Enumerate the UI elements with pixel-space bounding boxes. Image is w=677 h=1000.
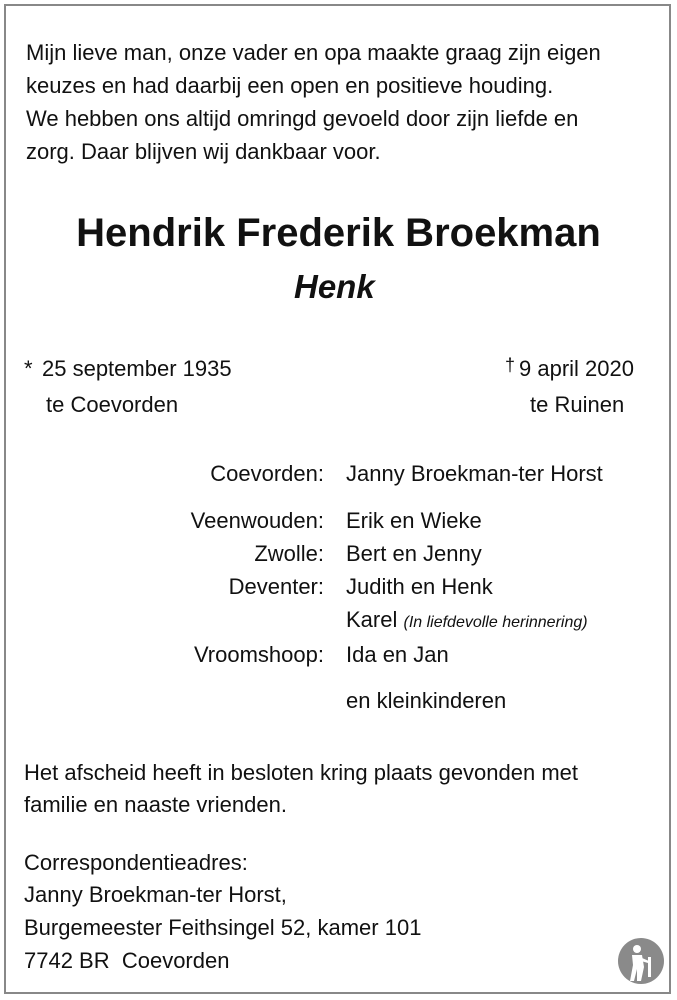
- deceased-name: Hendrik Frederik Broekman: [76, 211, 601, 255]
- relative-names: [346, 609, 588, 631]
- relative-place: Deventer:: [228, 574, 324, 599]
- relative-place: Veenwouden:: [190, 508, 324, 533]
- farewell-line: Het afscheid heeft in besloten kring plaats gevonden met: [24, 760, 579, 785]
- intro-line: Mijn lieve man, onze vader en opa maakte graag zijn eigen: [26, 40, 601, 65]
- birth-place: te Coevorden: [46, 392, 179, 417]
- correspondence-line: Burgemeester Feithsingel 52, kamer 101: [24, 915, 422, 940]
- relative-names: Erik en Wieke: [346, 508, 482, 533]
- birth-date: 25 september 1935: [42, 356, 232, 381]
- relative-names: Ida en Jan: [346, 642, 449, 667]
- relative-place: Coevorden:: [210, 461, 324, 486]
- death-date: 9 april 2020: [519, 356, 634, 381]
- relative-place: Zwolle:: [254, 541, 324, 566]
- relative-names: Bert en Jenny: [346, 541, 482, 566]
- relative-place: Vroomshoop:: [193, 642, 324, 667]
- grandchildren: en kleinkinderen: [346, 688, 507, 713]
- correspondence-heading: Correspondentieadres:: [24, 850, 248, 875]
- relative-names: Janny Broekman-ter Horst: [346, 461, 603, 486]
- mourning-figure-icon: [617, 937, 665, 985]
- correspondence-line: Janny Broekman-ter Horst,: [24, 882, 287, 907]
- farewell-line: familie en naaste vrienden.: [24, 792, 287, 817]
- correspondence-line: 7742 BR Coevorden: [24, 948, 230, 973]
- relative-name: Karel: [346, 607, 398, 632]
- intro-line: We hebben ons altijd omringd gevoeld door zijn liefde en: [26, 106, 579, 131]
- death-place: te Ruinen: [530, 392, 625, 417]
- death-symbol: †: [505, 355, 516, 375]
- memorial-note: (In liefdevolle herinnering): [403, 614, 588, 631]
- intro-text: [26, 36, 666, 168]
- relative-names: Judith en Henk: [346, 574, 493, 599]
- intro-line: keuzes en had daarbij een open en positieve houding.: [26, 73, 554, 98]
- birth-symbol: *: [24, 356, 33, 381]
- intro-line: zorg. Daar blijven wij dankbaar voor.: [26, 139, 381, 164]
- deceased-nickname: Henk: [294, 268, 375, 305]
